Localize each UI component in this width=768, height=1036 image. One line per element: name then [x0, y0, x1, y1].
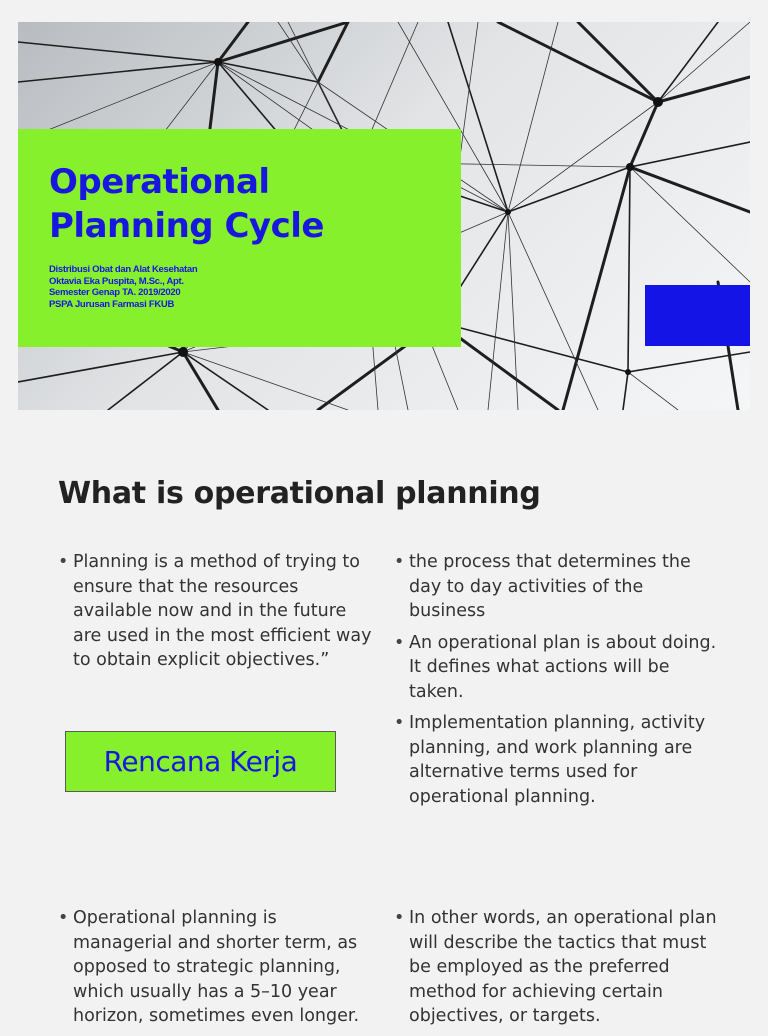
subtitle-line: Semester Genap TA. 2019/2020 — [49, 287, 181, 298]
slide-subtitle — [49, 264, 197, 310]
bullet-item: • An operational plan is about doing. It defines what actions will be taken. — [394, 631, 724, 705]
slide-heading: What is operational planning — [58, 476, 541, 511]
subtitle-line: Oktavia Eka Puspita, M.Sc., Apt. — [49, 275, 184, 287]
bullet-item: • Implementation planning, activity planning, and work planning are alternative terms used for operational planning. — [394, 711, 724, 809]
blue-accent-block — [645, 285, 750, 346]
title-line: Planning Cycle — [49, 206, 324, 246]
bullet-item: • In other words, an operational plan will describe the tactics that must be employed as the preferred method for achieving certain objectives, or targets. — [394, 906, 724, 1029]
right-bullet-list — [394, 550, 724, 816]
subtitle-line: PSPA Jurusan Farmasi FKUB — [49, 298, 175, 310]
subtitle-line: Distribusi Obat dan Alat Kesehatan — [49, 264, 198, 275]
right-bullet-list — [394, 906, 724, 1036]
slide-title — [49, 160, 324, 248]
bullet-item: • Operational planning is managerial and shorter term, as opposed to strategic planning, which usually has a 5–10 year horizon, sometimes even longer. — [58, 906, 380, 1029]
callout-label: Rencana Kerja — [103, 745, 298, 778]
left-bullet-list — [58, 550, 380, 680]
rencana-kerja-callout — [65, 731, 336, 792]
title-line: Operational — [49, 162, 270, 202]
left-bullet-list — [58, 906, 380, 1036]
bullet-item: • the process that determines the day to day activities of the business — [394, 550, 724, 624]
bullet-item: • Planning is a method of trying to ensure that the resources available now and in the future are used in the most efficient way to obtain explicit objectives.” — [58, 550, 380, 673]
